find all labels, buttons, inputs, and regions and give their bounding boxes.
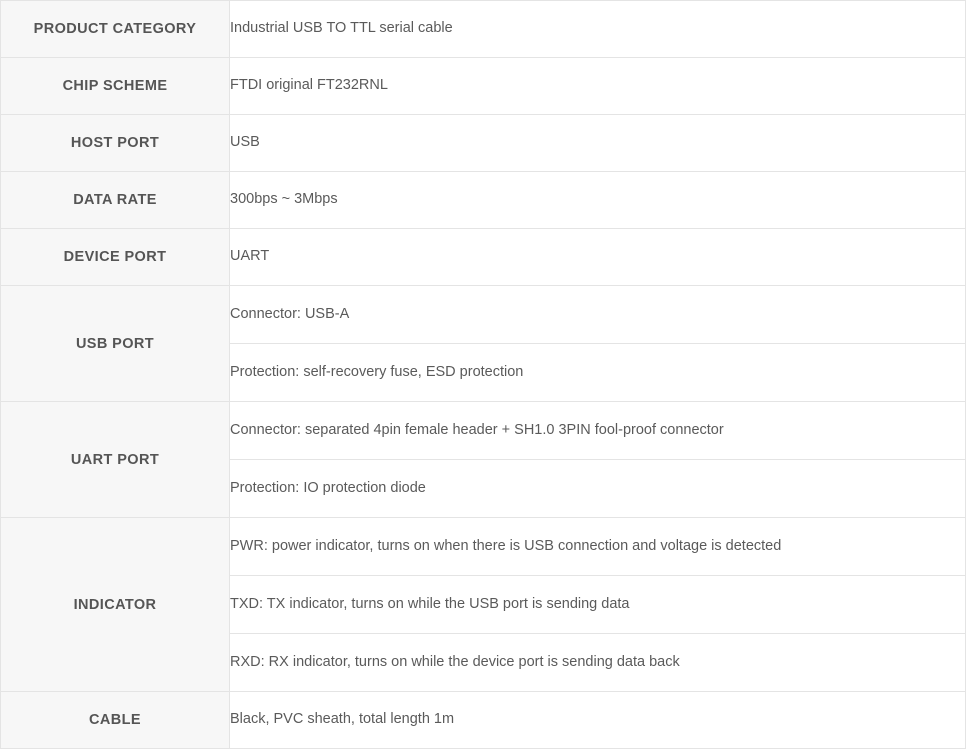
spec-label-usb-port: USB PORT xyxy=(1,286,230,402)
spec-value-cable: Black, PVC sheath, total length 1m xyxy=(230,692,966,749)
list-item xyxy=(230,402,965,460)
list-item xyxy=(230,576,965,634)
table-row xyxy=(1,115,966,172)
spec-label-indicator: INDICATOR xyxy=(1,518,230,692)
spec-value-indicator-txd: TXD: TX indicator, turns on while the USB port is sending data xyxy=(230,576,965,634)
spec-value-chip-scheme: FTDI original FT232RNL xyxy=(230,58,966,115)
indicator-sublist xyxy=(230,518,965,691)
spec-value-uart-port-group xyxy=(230,402,966,518)
spec-label-product-category: PRODUCT CATEGORY xyxy=(1,1,230,58)
table-row xyxy=(1,402,966,518)
spec-label-cable: CABLE xyxy=(1,692,230,749)
spec-value-usb-port-group xyxy=(230,286,966,402)
spec-value-device-port: UART xyxy=(230,229,966,286)
table-row xyxy=(1,1,966,58)
list-item xyxy=(230,286,965,344)
spec-value-usb-connector: Connector: USB-A xyxy=(230,286,965,344)
uart-port-sublist xyxy=(230,402,965,517)
spec-value-usb-protection: Protection: self-recovery fuse, ESD protection xyxy=(230,344,965,402)
table-row xyxy=(1,172,966,229)
spec-value-product-category: Industrial USB TO TTL serial cable xyxy=(230,1,966,58)
spec-value-indicator-rxd: RXD: RX indicator, turns on while the device port is sending data back xyxy=(230,634,965,692)
spec-value-indicator-group xyxy=(230,518,966,692)
spec-label-uart-port: UART PORT xyxy=(1,402,230,518)
spec-value-indicator-pwr: PWR: power indicator, turns on when there is USB connection and voltage is detected xyxy=(230,518,965,576)
spec-label-data-rate: DATA RATE xyxy=(1,172,230,229)
table-row xyxy=(1,692,966,749)
list-item xyxy=(230,518,965,576)
spec-label-device-port: DEVICE PORT xyxy=(1,229,230,286)
spec-value-data-rate: 300bps ~ 3Mbps xyxy=(230,172,966,229)
list-item xyxy=(230,634,965,692)
specification-table-body xyxy=(1,1,966,749)
spec-label-host-port: HOST PORT xyxy=(1,115,230,172)
spec-value-host-port: USB xyxy=(230,115,966,172)
list-item xyxy=(230,460,965,518)
usb-port-sublist xyxy=(230,286,965,401)
table-row xyxy=(1,518,966,692)
list-item xyxy=(230,344,965,402)
table-row xyxy=(1,229,966,286)
spec-value-uart-protection: Protection: IO protection diode xyxy=(230,460,965,518)
table-row xyxy=(1,286,966,402)
spec-value-uart-connector: Connector: separated 4pin female header + SH1.0 3PIN fool-proof connector xyxy=(230,402,965,460)
table-row xyxy=(1,58,966,115)
spec-label-chip-scheme: CHIP SCHEME xyxy=(1,58,230,115)
